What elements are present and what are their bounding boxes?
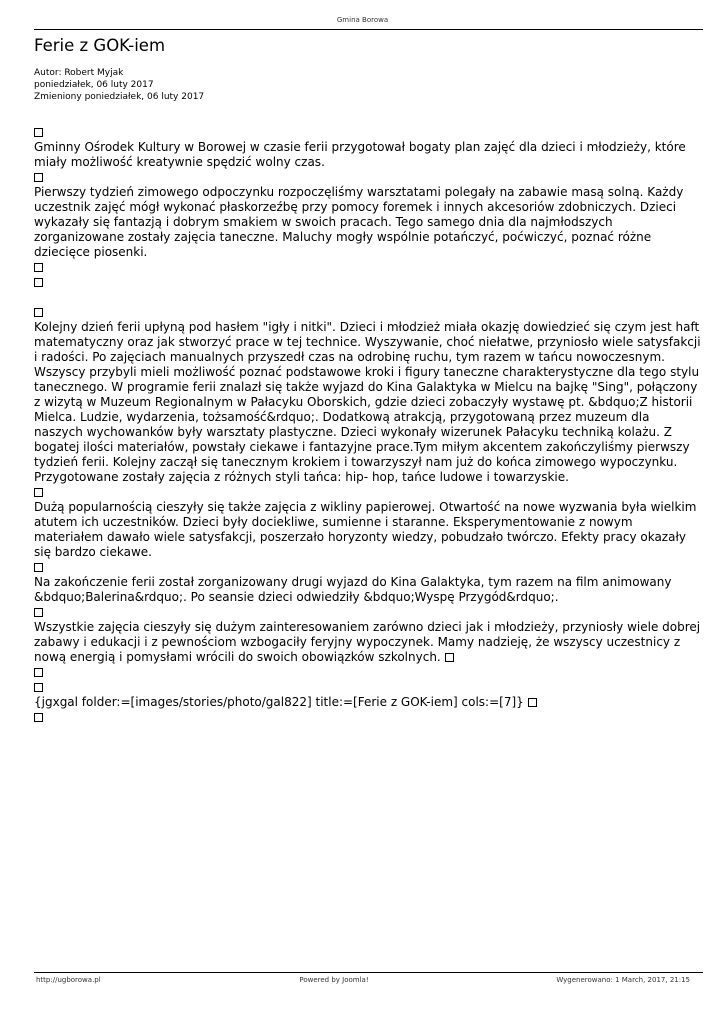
placeholder-box-row	[34, 125, 702, 140]
placeholder-box-row	[34, 485, 702, 500]
gallery-shortcode	[34, 695, 702, 710]
missing-glyph-icon	[34, 278, 43, 287]
article-title: Ferie z GOK-iem	[34, 36, 166, 55]
missing-glyph-icon	[34, 173, 43, 182]
placeholder-box-row	[34, 260, 702, 275]
placeholder-box-row	[34, 710, 702, 725]
paragraph-week-one: Pierwszy tydzień zimowego odpoczynku rozpoczęliśmy warsztatami polegały na zabawie masą solną. Każdy uczestnik zajęć mógł wykonać płaskorzeźbę przy pomocy foremek i innych akcesoriów zdobniczych. Dzieci wykazały się fantazją i dobrym smakiem w swoich pracach. Tego samego dnia dla najmłodszych zorganizowane zostały zajęcia taneczne. Maluchy mogły wspólnie potańczyć, poćwiczyć, poznać różne dziecięce piosenki.	[34, 185, 684, 259]
missing-glyph-icon	[445, 653, 454, 662]
placeholder-box-row	[34, 665, 702, 680]
missing-glyph-icon	[34, 563, 43, 572]
footer-divider	[34, 972, 703, 973]
blank-line	[34, 290, 702, 305]
footer-powered-by: Powered by Joomla!	[299, 976, 369, 984]
placeholder-box-row	[34, 605, 702, 620]
footer-generated-date: Wygenerowano: 1 March, 2017, 21:15	[556, 976, 690, 984]
missing-glyph-icon	[528, 698, 537, 707]
missing-glyph-icon	[34, 713, 43, 722]
missing-glyph-icon	[34, 668, 43, 677]
paragraph-needle-thread: Kolejny dzień ferii upłyną pod hasłem "igły i nitki". Dzieci i młodzież miała okazję dowiedzieć się czym jest haft matematyczny oraz jak stworzyć prace w tej technice. Wyszywanie, choć niełatwe, przyniosło wiele satysfakcji i radości. Po zajęciach manualnych przyszedł czas na odrobinę ruchu, tym razem w tańcu nowoczesnym. Wszyscy przybyli mieli możliwość poznać podstawowe kroki i figury taneczne charakterystyczne dla tego stylu tanecznego. W programie ferii znalazł się także wyjazd do Kina Galaktyka w Mielcu na bajkę "Sing", połączony z wizytą w Muzeum Regionalnym w Pałacyku Oborskich, gdzie dzieci zobaczyły wystawę pt. &bdquo;Z historii Mielca. Ludzie, wydarzenia, tożsamość&rdquo;. Dodatkową atrakcją, przygotowaną przez muzeum dla naszych wychowanków były warsztaty plastyczne. Dzieci wykonały wizerunek Pałacyku techniką kolażu. Z bogatej ilości materiałów, powstały ciekawe i fantazyjne prace.Tym miłym akcentem zakończyliśmy pierwszy tydzień ferii. Kolejny zaczął się tanecznym krokiem i towarzyszył nam już do końca zimowego wypoczynku. Przygotowane zostały zajęcia z różnych styli tańca: hip- hop, tańce ludowe i towarzyskie.	[34, 320, 701, 484]
missing-glyph-icon	[34, 128, 43, 137]
paragraph-summary	[34, 620, 702, 665]
missing-glyph-icon	[34, 683, 43, 692]
paragraph-wicker: Dużą popularnością cieszyły się także zajęcia z wikliny papierowej. Otwartość na nowe wyzwania była wielkim atutem ich uczestników. Dzieci były dociekliwe, sumienne i staranne. Eksperymentowanie z nowym materiałem dawało wiele satysfakcji, poszerzało horyzonty wiedzy, pobudzało twórczo. Efekty pracy okazały się bardzo ciekawe.	[34, 500, 697, 559]
missing-glyph-icon	[34, 263, 43, 272]
article-meta	[34, 67, 204, 103]
placeholder-box-row	[34, 560, 702, 575]
created-date: poniedziałek, 06 luty 2017	[34, 80, 154, 90]
footer-site-url: http://ugborowa.pl	[36, 976, 101, 984]
paragraph-cinema: Na zakończenie ferii został zorganizowany drugi wyjazd do Kina Galaktyka, tym razem na film animowany &bdquo;Balerina&rdquo;. Po seansie dzieci odwiedziły &bdquo;Wyspę Przygód&rdquo;.	[34, 575, 672, 604]
modified-date: Zmieniony poniedziałek, 06 luty 2017	[34, 92, 205, 102]
site-name: Gmina Borowa	[336, 16, 389, 24]
page-footer	[34, 976, 690, 986]
article-body	[34, 125, 702, 725]
gallery-shortcode-text: {jgxgal folder:=[images/stories/photo/gal822] title:=[Ferie z GOK-iem] cols:=[7]}	[34, 695, 524, 709]
placeholder-box-row	[34, 680, 702, 695]
author-line: Autor: Robert Myjak	[34, 68, 124, 78]
placeholder-box-row	[34, 170, 702, 185]
placeholder-box-row	[34, 275, 702, 290]
paragraph-intro: Gminny Ośrodek Kultury w Borowej w czasie ferii przygotował bogaty plan zajęć dla dzieci i młodzieży, które miały możliwość kreatywnie spędzić wolny czas.	[34, 140, 686, 169]
missing-glyph-icon	[34, 608, 43, 617]
placeholder-box-row	[34, 305, 702, 320]
header-divider	[34, 29, 703, 30]
missing-glyph-icon	[34, 308, 43, 317]
missing-glyph-icon	[34, 488, 43, 497]
paragraph-summary-text: Wszystkie zajęcia cieszyły się dużym zainteresowaniem zarówno dzieci jak i młodzieży, przyniosły wiele dobrej zabawy i edukacji i z pewnościom wzbogaciły feryjny wypoczynek. Mamy nadzieję, że wszyscy uczestnicy z nową energią i pomysłami wrócili do swoich obowiązków szkolnych.	[34, 620, 701, 664]
